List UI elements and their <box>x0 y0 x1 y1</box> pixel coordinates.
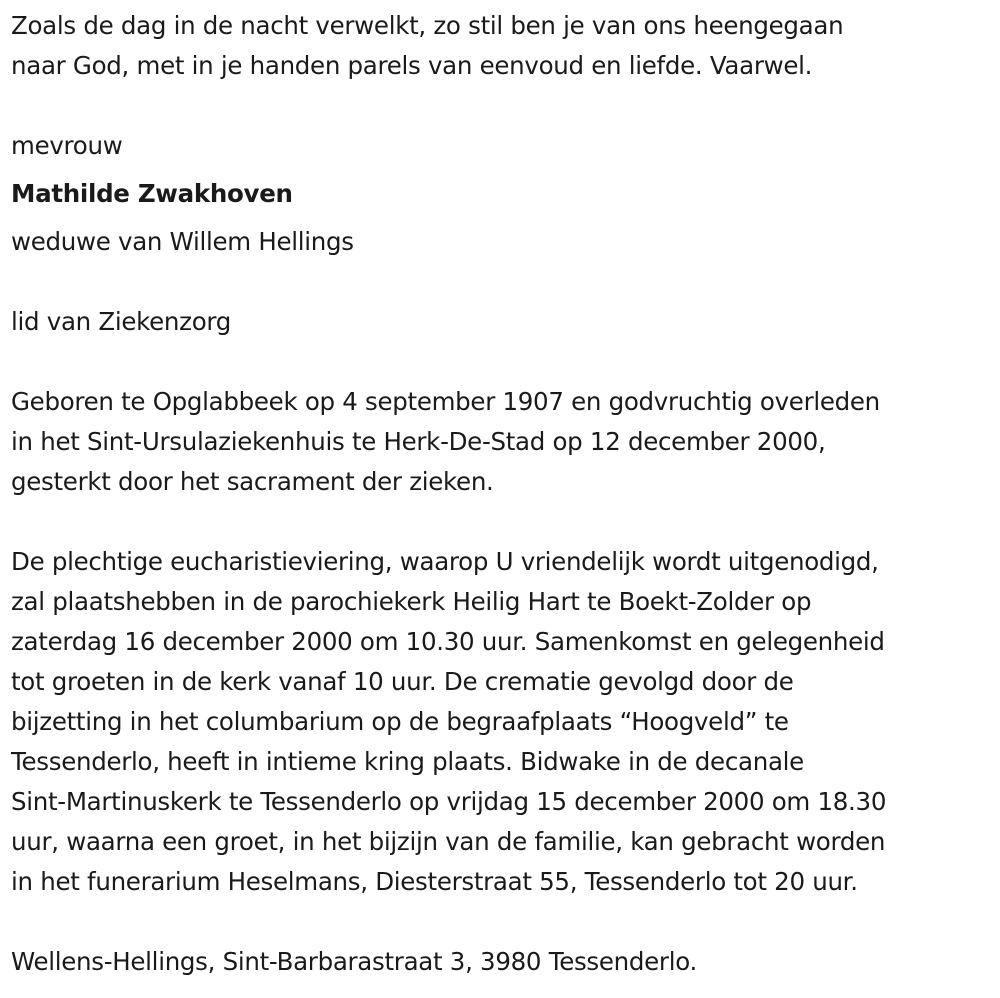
ceremony-line: in het funerarium Heselmans, Diesterstraat 55, Tessenderlo tot 20 uur. <box>11 867 858 896</box>
ceremony-line: De plechtige eucharistieviering, waarop U vriendelijk wordt uitgenodigd, <box>11 547 879 576</box>
membership-line: lid van Ziekenzorg <box>11 307 232 336</box>
intro-line: naar God, met in je handen parels van eenvoud en liefde. Vaarwel. <box>11 51 813 80</box>
birth-line: in het Sint-Ursulaziekenhuis te Herk-De-Stad op 12 december 2000, <box>11 427 826 456</box>
intro-verse <box>11 6 843 86</box>
birth-death-paragraph <box>11 382 880 502</box>
intro-line: Zoals de dag in de nacht verwelkt, zo stil ben je van ons heengegaan <box>11 11 844 40</box>
ceremony-line: zal plaatshebben in de parochiekerk Heilig Hart te Boekt-Zolder op <box>11 587 812 616</box>
ceremony-paragraph <box>11 542 886 902</box>
birth-line: Geboren te Opglabbeek op 4 september 1907 en godvruchtig overleden <box>11 387 880 416</box>
deceased-name: Mathilde Zwakhoven <box>11 179 293 208</box>
title-honorific: mevrouw <box>11 131 123 160</box>
ceremony-line: zaterdag 16 december 2000 om 10.30 uur. Samenkomst en gelegenheid <box>11 627 885 656</box>
ceremony-line: Sint-Martinuskerk te Tessenderlo op vrijdag 15 december 2000 om 18.30 <box>11 787 887 816</box>
ceremony-line: uur, waarna een groet, in het bijzijn van de familie, kan gebracht worden <box>11 827 886 856</box>
birth-line: gesterkt door het sacrament der zieken. <box>11 467 494 496</box>
contact-address: Wellens-Hellings, Sint-Barbarastraat 3, 3980 Tessenderlo. <box>11 947 697 976</box>
ceremony-line: tot groeten in de kerk vanaf 10 uur. De crematie gevolgd door de <box>11 667 794 696</box>
widow-of-line: weduwe van Willem Hellings <box>11 227 354 256</box>
ceremony-line: Tessenderlo, heeft in intieme kring plaats. Bidwake in de decanale <box>11 747 804 776</box>
ceremony-line: bijzetting in het columbarium op de begraafplaats “Hoogveld” te <box>11 707 789 736</box>
